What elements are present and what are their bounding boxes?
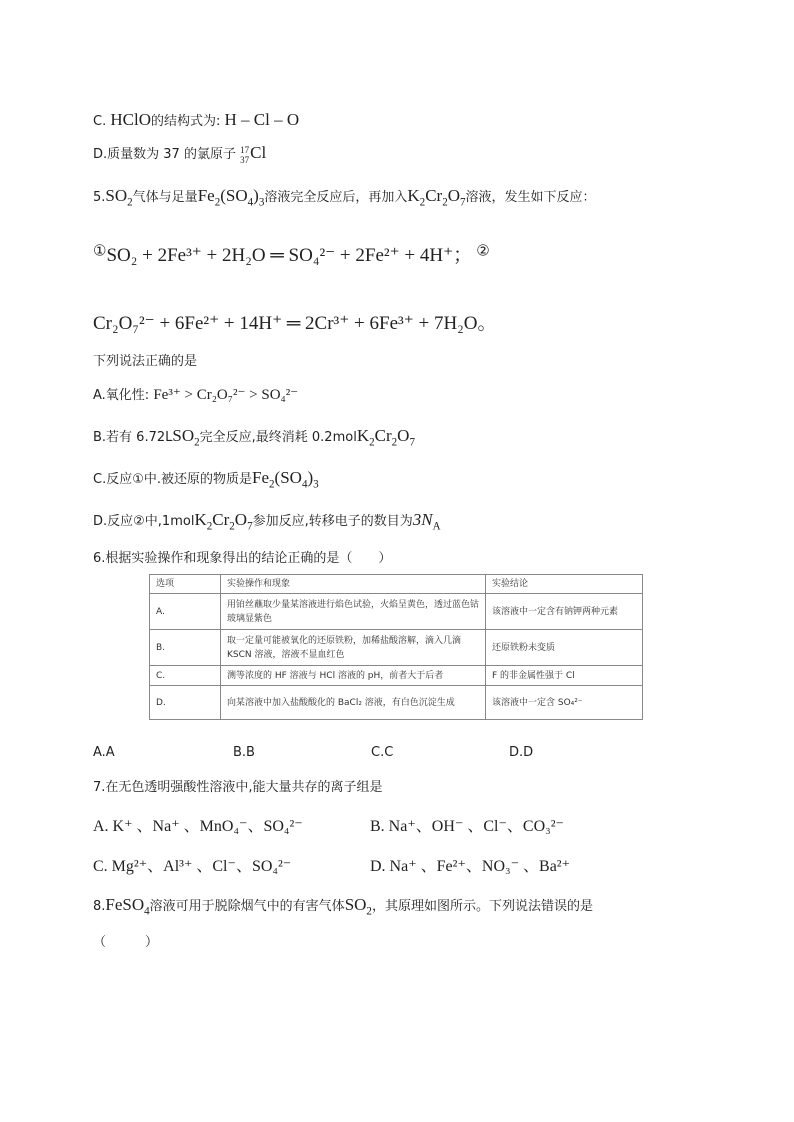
table-cell: 还原铁粉未变质: [486, 630, 643, 666]
q5-k2cr2o7: $K_2Cr_2O_7$: [407, 186, 466, 209]
table-cell: F 的非金属性强于 Cl: [486, 666, 643, 686]
table-cell: 该溶液中一定含 SO₄²⁻: [486, 686, 643, 720]
q6-option-a: A.A: [93, 745, 115, 760]
q5-option-c: C.反应①中.被还原的物质是$Fe_2(SO_4)_3$: [93, 468, 319, 491]
q5-so2: $SO_2$: [105, 186, 133, 209]
table-row: [150, 630, 643, 666]
q8-stem: 8.FeSO$_4$溶液可用于脱除烟气中的有害气体$SO_2$，其原理如图所示。下列说法错误的是: [93, 895, 593, 918]
table-header-row: [150, 575, 643, 594]
q4-option-c-text: 的结构式为:: [150, 114, 221, 129]
q6-stem: 6.根据实验操作和现象得出的结论正确的是（ ）: [93, 551, 392, 566]
q7-option-a: A. K⁺ 、Na⁺ 、MnO₄⁻、SO₄²⁻: [93, 818, 303, 835]
q8-answer-paren: （ ）: [93, 935, 159, 950]
q4-option-d-label: D.: [93, 147, 108, 162]
q5-fe2so43: $Fe_2(SO_4)_3$: [197, 186, 265, 209]
q5-reaction-2: [93, 308, 497, 335]
q5-reaction-1: [93, 240, 490, 267]
q5-option-a: A.氧化性: Fe³⁺ > Cr₂O₇²⁻ > SO₄²⁻: [93, 387, 299, 403]
table-cell: A.: [150, 594, 221, 630]
q5-marker-2: ②: [476, 241, 490, 260]
q4-option-d: [93, 143, 266, 165]
table-cell: 测等浓度的 HF 溶液与 HCl 溶液的 pH，前者大于后者: [221, 666, 486, 686]
q5-marker-1: ①: [93, 241, 107, 260]
q7-option-b: B. Na⁺、OH⁻ 、Cl⁻、CO₃²⁻: [370, 818, 564, 835]
q6-option-b: B.B: [233, 745, 255, 760]
q7-option-c: C. Mg²⁺、Al³⁺ 、Cl⁻、SO₄²⁻: [93, 858, 292, 875]
table-cell: D.: [150, 686, 221, 720]
table-row: [150, 686, 643, 720]
q7-stem: 7.在无色透明强酸性溶液中,能大量共存的离子组是: [93, 780, 383, 795]
table-cell: C.: [150, 666, 221, 686]
q6-option-d: D.D: [509, 745, 534, 760]
q4-option-d-isotope-numbers: 17 37: [240, 144, 250, 165]
q4-option-c-label: C.: [93, 114, 107, 129]
q4-option-d-text: 质量数为 37 的氯原子: [107, 147, 236, 162]
q6-experiment-table: [149, 574, 643, 720]
table-cell: 该溶液中一定含有钠钾两种元素: [486, 594, 643, 630]
q5-reaction-1-equation: SO₂ + 2Fe³⁺ + 2H₂O ═ SO₄²⁻ + 2Fe²⁺ + 4H⁺；: [106, 245, 473, 266]
q5-question: 下列说法正确的是: [93, 354, 198, 369]
q4-option-d-element: Cl: [250, 143, 267, 162]
table-cell: 用铂丝蘸取少量某溶液进行焰色试验，火焰呈黄色，透过蓝色钴玻璃显紫色: [221, 594, 486, 630]
table-header: 实验结论: [486, 575, 643, 594]
q5-reaction-2-equation: Cr₂O₇²⁻ + 6Fe²⁺ + 14H⁺ ═ 2Cr³⁺ + 6Fe³⁺ + 7H₂O。: [93, 313, 497, 334]
table-header: 选项: [150, 575, 221, 594]
table-row: [150, 594, 643, 630]
q5-stem: $5.SO_2$气体与足量$Fe_2(SO_4)_3$溶液完全反应后，再加入$K_2Cr_2O_7$溶液，发生如下反应：: [93, 186, 596, 209]
table-header: 实验操作和现象: [221, 575, 486, 594]
q4-option-c: [93, 110, 299, 130]
table-cell: 取一定量可能被氧化的还原铁粉，加稀盐酸溶解，滴入几滴 KSCN 溶液，溶液不显血红色: [221, 630, 486, 666]
q4-option-c-hclo: HClO: [110, 110, 151, 129]
q4-option-c-formula: H – Cl – O: [224, 110, 300, 129]
table-cell: 向某溶液中加入盐酸酸化的 BaCl₂ 溶液，有白色沉淀生成: [221, 686, 486, 720]
q5-option-d: D.反应②中$,1molK_2Cr_2O_7$参加反应,转移电子的数目为$3N_A$: [93, 510, 441, 533]
q6-option-c: C.C: [371, 745, 394, 760]
table-cell: B.: [150, 630, 221, 666]
q5-option-b: B.若有 $6.72LSO_2$完全反应,最终消耗 $0.2molK_2Cr_2O_7$: [93, 426, 415, 449]
q5-option-a-formula: Fe³⁺ > Cr₂O₇²⁻ > SO₄²⁻: [153, 387, 299, 403]
q7-option-d: D. Na⁺ 、Fe²⁺、NO₃⁻ 、Ba²⁺: [370, 858, 571, 875]
table-row: [150, 666, 643, 686]
